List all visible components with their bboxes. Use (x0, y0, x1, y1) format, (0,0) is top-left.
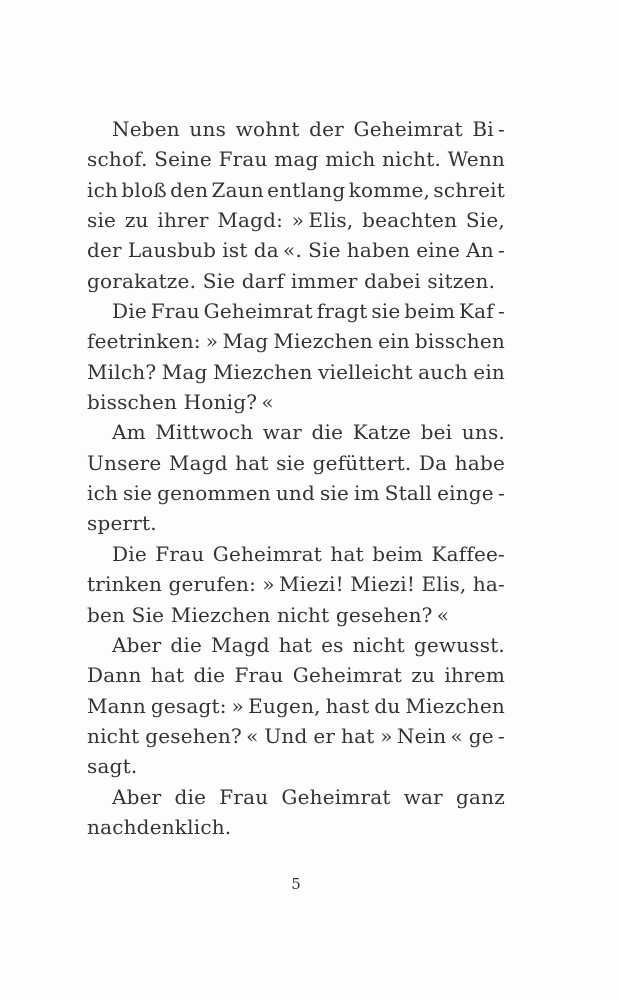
text-line: Unsere Magd hat sie gefüttert. Da habe (87, 450, 505, 475)
text-line: feetrinken: » Mag Miezchen ein bisschen (87, 329, 505, 354)
text-line: sie zu ihrer Magd: » Elis, beachten Sie, (87, 208, 505, 233)
page-number: 5 (291, 875, 301, 893)
text-line: ich sie genommen und sie im Stall einge - (87, 481, 505, 506)
text-line: sperrt. (87, 511, 157, 536)
text-line: nachdenklich. (87, 814, 232, 839)
text-line: Aber die Magd hat es nicht gewusst. (112, 632, 505, 657)
text-line: Am Mittwoch war die Katze bei uns. (112, 420, 505, 445)
text-line: Die Frau Geheimrat hat beim Kaffee- (112, 541, 505, 566)
text-line: Dann hat die Frau Geheimrat zu ihrem (87, 663, 505, 688)
text-line: Neben uns wohnt der Geheimrat Bi - (112, 117, 505, 141)
text-line: trinken gerufen: » Miezi! Miezi! Elis, ha- (87, 572, 505, 597)
text-line: nicht gesehen? « Und er hat » Nein « ge - (87, 723, 505, 748)
text-line: ben Sie Miezchen nicht gesehen? « (87, 602, 450, 627)
text-line: schof. Seine Frau mag mich nicht. Wenn (87, 147, 505, 172)
text-line: sagt. (87, 754, 138, 779)
text-line: Aber die Frau Geheimrat war ganz (112, 784, 505, 809)
text-block (87, 114, 505, 842)
text-line: Milch? Mag Miezchen vielleicht auch ein (87, 359, 505, 384)
text-line: Die Frau Geheimrat fragt sie beim Kaf - (112, 299, 505, 324)
text-line: der Lausbub ist da «. Sie haben eine An - (87, 238, 505, 263)
text-line: bisschen Honig? « (87, 390, 274, 415)
text-line: ich bloß den Zaun entlang komme, schreit (87, 177, 505, 202)
text-line: Mann gesagt: » Eugen, hast du Miezchen (87, 693, 505, 718)
text-line: gorakatze. Sie darf immer dabei sitzen. (87, 268, 496, 293)
